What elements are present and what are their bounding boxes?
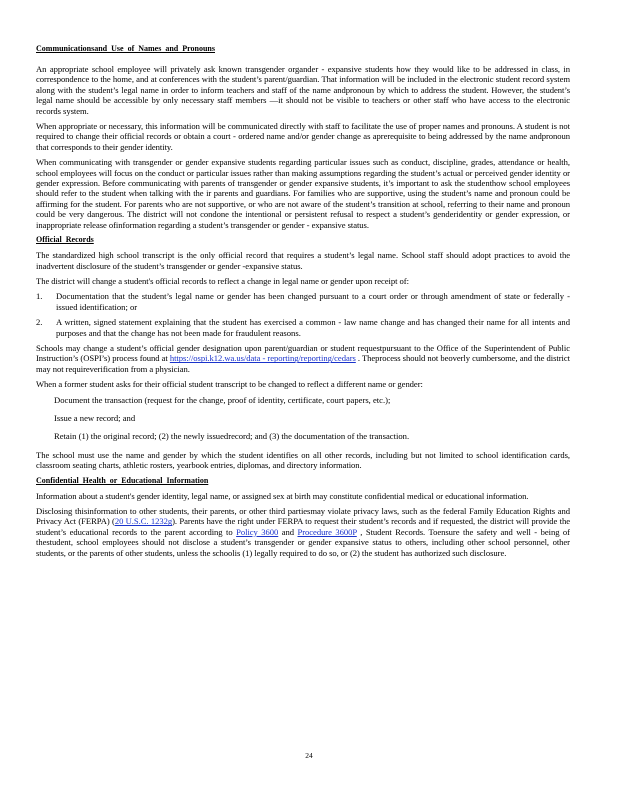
numbered-list: [36, 291, 570, 338]
paragraph-text: . Theprocess should not beoverly cumbersome, and the district may not requireverification from a physician.: [36, 353, 570, 374]
bullet-glyph-icon: [36, 431, 54, 441]
paragraph: An appropriate school employee will privately ask known transgender organder - expansive students how they would like to be addressed in class, in correspondence to the home, and at conferences with the student’s parent/guardian. That information will be included in the electronic student record system along with the student’s legal name in order to inform teachers and staff of the name andpronoun by which to address the student. However, the student’s legal name should be accessible by only necessary staff members —it should not be visible to teachers or other staff who have access to the electronic records system.: [36, 64, 570, 116]
bullet-glyph-icon: [36, 413, 54, 423]
paragraph: [36, 506, 570, 558]
paragraph: When a former student asks for their official student transcript to be changed to reflect a different name or gender:: [36, 379, 423, 390]
paragraph: When appropriate or necessary, this information will be communicated directly with staff to facilitate the use of proper names and pronouns. A student is not required to change their official records or obtain a court - ordered name and/or gender change as aprerequisite to being addressed by the name andpronoun that corresponds to their gender identity.: [36, 121, 570, 152]
list-item-text: Document the transaction (request for the change, proof of identity, certificate, court papers, etc.);: [54, 394, 391, 405]
bullet-list: [36, 395, 570, 442]
list-item-text: Issue a new record; and: [54, 412, 136, 423]
list-item: [36, 291, 570, 312]
list-item-text: Retain (1) the original record; (2) the newly issuedrecord; and (3) the documentation of the transaction.: [54, 431, 410, 442]
list-item-text: A written, signed statement explaining that the student has exercised a common - law name change and has changed their name for all intents and purposes and that the change has not been made for fraudulent reasons.: [56, 317, 570, 338]
list-item: [36, 395, 570, 405]
paragraph: The district will change a student's official records to reflect a change in legal name or gender upon receipt of:: [36, 275, 409, 286]
procedure-3600p-link[interactable]: Procedure 3600P: [297, 526, 357, 537]
list-item: [36, 431, 570, 441]
list-item: [36, 413, 570, 423]
paragraph-text: ). Parents have the right under FERPA to request their student’s records and if requested, the district will provide the student’s educational records to the parent according to: [36, 516, 570, 537]
list-item-text: Documentation that the student’s legal name or gender has been changed pursuant to a court order or through amendment of state or federally - issued identification; or: [56, 291, 570, 312]
paragraph: When communicating with transgender or gender expansive students regarding particular issues such as conduct, discipline, grades, attendance or health, school employees will focus on the conduct or particular issues rather than making assumptions regarding the student’s actual or perceived gender identity or gender expression. Before communicating with parents of transgender or gender expansive students, it’s important to ask the studenthow school employees should refer to the student when talking with the ir parents and guardians. For families who are supportive, using the student’s name and pronoun could be affirming for the student. For parents who are not supportive, or who are not aware of the student’s transition at school, referring to their name and pronoun could be very dangerous. The district will not condone the intentional or persistent refusal to respect a student’s genderidentity or gender expression, or inappropriate release ofinformation regarding a student’s transgender or gender - expansive status.: [36, 157, 570, 230]
paragraph: The school must use the name and gender by which the student identifies on all other records, including but not limited to school identification cards, classroom seating charts, athletic rosters, yearbook entries, diplomas, and directory information.: [36, 449, 570, 471]
section-heading-communications: Communicationsand Use of Names and Pronouns: [36, 44, 215, 53]
policy-3600-link[interactable]: Policy 3600: [236, 526, 279, 537]
paragraph: [36, 343, 570, 374]
section-heading-records: Official Records: [36, 235, 94, 245]
paragraph: Information about a student's gender identity, legal name, or assigned sex at birth may constitute confidential medical or educational information.: [36, 490, 529, 501]
list-item: [36, 317, 570, 338]
paragraph-text: Disclosing thisinformation to other students, their parents, or other third partiesmay violate privacy laws, such as the federal Family Education Rights and Privacy Act (FERPA) (: [36, 506, 570, 527]
ospi-cedars-link[interactable]: https://ospi.k12.wa.us/data - reporting/reporting/cedars: [169, 353, 356, 364]
paragraph: The standardized high school transcript is the only official record that requires a student’s legal name. School staff should adopt practices to avoid the inadvertent disclosure of the student’s transgender or gender -expansive status.: [36, 250, 570, 271]
bullet-glyph-icon: [36, 395, 54, 405]
paragraph-text: Schools may change a student’s official gender designation upon parent/guardian or student requestpursuant to the Office of the Superintendent of Public Instruction’s (OSPI’s) process found at: [36, 342, 570, 364]
paragraph-text: and: [278, 526, 298, 537]
page-content: [36, 44, 570, 563]
usc-link[interactable]: 20 U.S.C. 1232g: [114, 516, 173, 527]
list-number: 1.: [36, 291, 43, 302]
section-heading-confidential: Confidential Health or Educational Information: [36, 475, 209, 485]
page-number: 24: [305, 751, 313, 760]
paragraph-text: , Student Records. Toensure the safety and well - being of thestudent, school employees should not disclose a student’s transgender or gender expansive status to others, including other school personnel, other students, or the parents of other students, unless the schoolis (1) legally required to do so, or (2) the student has authorized such disclosure.: [36, 526, 570, 558]
list-number: 2.: [36, 317, 43, 328]
